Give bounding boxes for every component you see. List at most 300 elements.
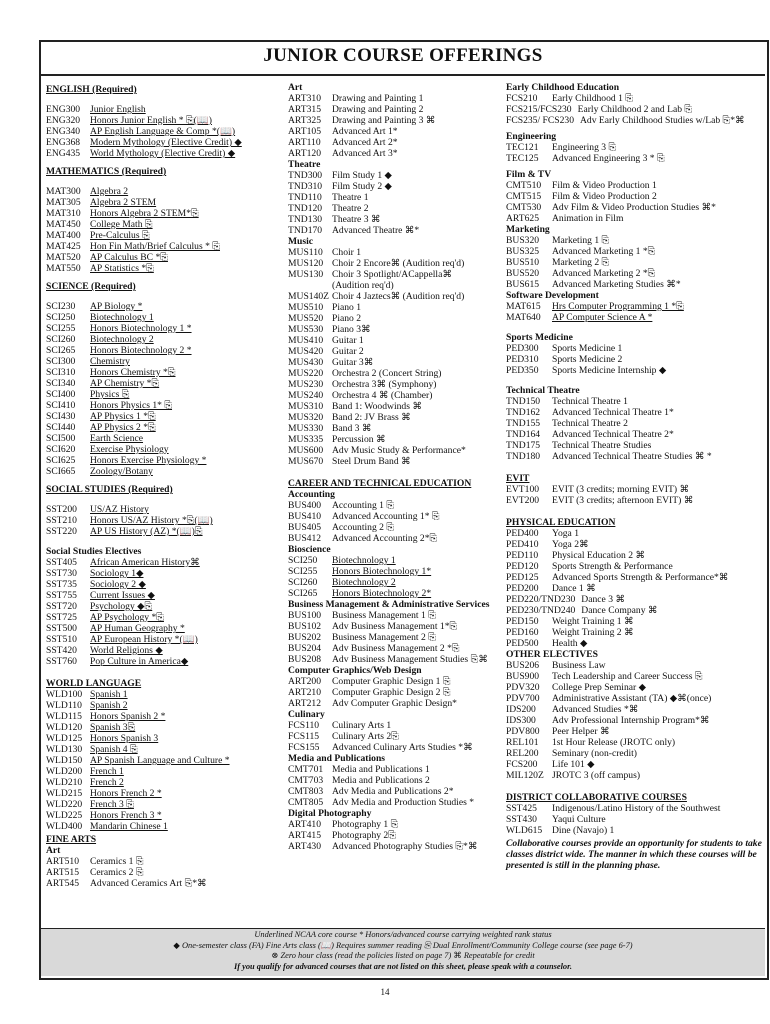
subsection-heading: Music bbox=[288, 236, 314, 247]
course-code: PED110 bbox=[506, 550, 539, 561]
course-code: MAT425 bbox=[46, 241, 81, 252]
course-name: Weight Training 2 ⌘ bbox=[552, 627, 634, 638]
course-row bbox=[506, 268, 762, 279]
course-row bbox=[46, 378, 282, 389]
course-name: Adv Professional Internship Program*⌘ bbox=[552, 715, 710, 726]
course-code: BUS520 bbox=[506, 268, 540, 279]
course-name: Choir 4 Jaztecs⌘ (Audition req'd) bbox=[332, 291, 465, 302]
subsection-heading: Art bbox=[46, 845, 61, 856]
course-name: Film & Video Production 1 bbox=[552, 180, 657, 191]
course-name: Marketing 2 ⎘ bbox=[552, 257, 610, 268]
course-row bbox=[506, 671, 762, 682]
section-heading: WORLD LANGUAGE bbox=[46, 678, 142, 689]
course-name: Life 101 ◆ bbox=[552, 759, 595, 770]
course-code: FCS200 bbox=[506, 759, 538, 770]
course-code: MUS140Z bbox=[288, 291, 330, 302]
course-code: MUS510 bbox=[288, 302, 324, 313]
course-name: Seminary (non-credit) bbox=[552, 748, 637, 759]
course-name: Business Management 1 ⎘ bbox=[332, 610, 436, 621]
course-row bbox=[288, 764, 502, 775]
course-code: TND175 bbox=[506, 440, 541, 451]
course-row bbox=[288, 566, 502, 577]
course-name: Honors Biotechnology 1* bbox=[332, 566, 432, 577]
course-row bbox=[46, 711, 282, 722]
course-name: Advanced Ceramics Art ⎘*⌘ bbox=[90, 878, 207, 889]
course-row bbox=[506, 660, 762, 671]
course-row bbox=[506, 770, 762, 781]
course-name: Honors Biotechnology 2* bbox=[332, 588, 432, 599]
course-name: Advanced Accounting 1* ⎘ bbox=[332, 511, 440, 522]
course-row bbox=[46, 208, 282, 219]
course-name: Sports Strength & Performance bbox=[552, 561, 673, 572]
course-row bbox=[288, 577, 502, 588]
course-code: SCI250 bbox=[288, 555, 318, 566]
course-row bbox=[46, 400, 282, 411]
course-name: Orchestra 2 (Concert String) bbox=[332, 368, 442, 379]
course-code: WLD220 bbox=[46, 799, 83, 810]
course-row bbox=[46, 455, 282, 466]
course-code: TEC121 bbox=[506, 142, 539, 153]
course-row bbox=[288, 412, 502, 423]
course-code: TND120 bbox=[288, 203, 323, 214]
course-code: SCI230 bbox=[46, 301, 76, 312]
course-code: TND300 bbox=[288, 170, 323, 181]
course-code: REL101 bbox=[506, 737, 539, 748]
course-row bbox=[46, 389, 282, 400]
course-row bbox=[46, 689, 282, 700]
course-name: Honors US/AZ History *⎘(📖) bbox=[90, 515, 213, 526]
course-name: French 3 ⎘ bbox=[90, 799, 134, 810]
title-divider bbox=[41, 74, 765, 76]
legend-box bbox=[41, 928, 765, 976]
course-code: MUS410 bbox=[288, 335, 324, 346]
column-right bbox=[506, 82, 762, 871]
course-name: Indigenous/Latino History of the Southwest bbox=[552, 803, 721, 814]
course-code: ENG300 bbox=[46, 104, 81, 115]
course-code: SST725 bbox=[46, 612, 77, 623]
course-name: Biotechnology 1 bbox=[332, 555, 396, 566]
course-name: JROTC 3 (off campus) bbox=[552, 770, 641, 781]
course-name: EVIT (3 credits; morning EVIT) ⌘ bbox=[552, 484, 690, 495]
course-row bbox=[506, 104, 762, 115]
course-name: Advanced Art 3* bbox=[332, 148, 398, 159]
course-code: EVT200 bbox=[506, 495, 540, 506]
course-row bbox=[288, 203, 502, 214]
course-row bbox=[288, 170, 502, 181]
course-code: PDV320 bbox=[506, 682, 540, 693]
course-row bbox=[46, 433, 282, 444]
subsection-heading: Digital Photography bbox=[288, 808, 372, 819]
course-code: SCI410 bbox=[46, 400, 76, 411]
course-code: FCS210 bbox=[506, 93, 538, 104]
course-code: CMT803 bbox=[288, 786, 324, 797]
course-name: Advanced Marketing 2 *⎘ bbox=[552, 268, 656, 279]
course-row bbox=[288, 720, 502, 731]
course-row bbox=[46, 356, 282, 367]
subsection-heading: Early Childhood Education bbox=[506, 82, 620, 93]
course-row bbox=[46, 219, 282, 230]
course-row bbox=[46, 411, 282, 422]
course-row bbox=[288, 423, 502, 434]
course-name: Modern Mythology (Elective Credit) ◆ bbox=[90, 137, 242, 148]
course-name: Honors French 3 * bbox=[90, 810, 162, 821]
course-code: WLD120 bbox=[46, 722, 83, 733]
course-name: Adv Computer Graphic Design* bbox=[332, 698, 457, 709]
course-name: Advanced Art 2* bbox=[332, 137, 398, 148]
course-code: MAT305 bbox=[46, 197, 81, 208]
course-code: MUS430 bbox=[288, 357, 324, 368]
course-row bbox=[288, 379, 502, 390]
course-code: MUS420 bbox=[288, 346, 324, 357]
course-code: CMT510 bbox=[506, 180, 542, 191]
course-code: MUS310 bbox=[288, 401, 324, 412]
course-row bbox=[506, 682, 762, 693]
course-code: SCI260 bbox=[46, 334, 76, 345]
course-code: SCI310 bbox=[46, 367, 76, 378]
course-code: MAT400 bbox=[46, 230, 81, 241]
course-code: CMT701 bbox=[288, 764, 324, 775]
course-code: ART310 bbox=[288, 93, 322, 104]
course-code: MAT300 bbox=[46, 186, 81, 197]
course-code: SST730 bbox=[46, 568, 77, 579]
course-row bbox=[46, 601, 282, 612]
course-name: Pop Culture in America◆ bbox=[90, 656, 189, 667]
course-name: Accounting 2 ⎘ bbox=[332, 522, 395, 533]
course-name: Drawing and Painting 1 bbox=[332, 93, 424, 104]
subsection-heading: Business Management & Administrative Services bbox=[288, 599, 490, 610]
course-name: Sports Medicine Internship ◆ bbox=[552, 365, 667, 376]
course-name: Theatre 1 bbox=[332, 192, 369, 203]
course-name: Culinary Arts 2⎘ bbox=[332, 731, 399, 742]
course-row bbox=[506, 715, 762, 726]
course-row bbox=[506, 153, 762, 164]
legend-line-2: ◆ One-semester class (FA) Fine Arts class (📖) Requires summer reading ⎘ Dual Enrollment/Community College course (see page 6-7) bbox=[173, 940, 633, 950]
course-row bbox=[506, 246, 762, 257]
course-row bbox=[46, 733, 282, 744]
course-name: Honors Exercise Physiology * bbox=[90, 455, 207, 466]
course-row bbox=[288, 445, 502, 456]
course-code: SST420 bbox=[46, 645, 77, 656]
course-row bbox=[506, 440, 762, 451]
course-code: PED160 bbox=[506, 627, 539, 638]
course-name: (Audition req'd) bbox=[332, 280, 394, 291]
course-row bbox=[506, 638, 762, 649]
subsection-heading: Technical Theatre bbox=[506, 385, 580, 396]
course-code: BUS325 bbox=[506, 246, 540, 257]
course-code: PED500 bbox=[506, 638, 539, 649]
course-name: Honors French 2 * bbox=[90, 788, 162, 799]
course-row bbox=[46, 755, 282, 766]
course-name: Media and Publications 2 bbox=[332, 775, 430, 786]
course-name: College Prep Seminar ◆ bbox=[552, 682, 646, 693]
course-row bbox=[288, 93, 502, 104]
course-row bbox=[46, 777, 282, 788]
course-row bbox=[288, 357, 502, 368]
course-code: SST500 bbox=[46, 623, 77, 634]
course-code: PED125 bbox=[506, 572, 539, 583]
course-row bbox=[46, 878, 282, 889]
subsection-heading: Media and Publications bbox=[288, 753, 386, 764]
spacer bbox=[288, 467, 502, 476]
subsection-heading: OTHER ELECTIVES bbox=[506, 649, 598, 660]
course-row bbox=[46, 821, 282, 832]
course-code: SCI430 bbox=[46, 411, 76, 422]
course-code: ART200 bbox=[288, 676, 322, 687]
course-code: WLD200 bbox=[46, 766, 83, 777]
course-code: TND110 bbox=[288, 192, 322, 203]
legend-line-1: Underlined NCAA core course * Honors/advanced course carrying weighted rank status bbox=[254, 930, 552, 939]
course-name: Photography 1 ⎘ bbox=[332, 819, 399, 830]
course-code: MAT550 bbox=[46, 263, 81, 274]
course-name: Biotechnology 2 bbox=[90, 334, 154, 345]
course-name: Peer Helper ⌘ bbox=[552, 726, 610, 737]
course-code: EVT100 bbox=[506, 484, 540, 495]
course-row bbox=[288, 786, 502, 797]
course-code: ENG340 bbox=[46, 126, 81, 137]
course-name: AP English Language & Comp *(📖) bbox=[90, 126, 236, 137]
course-name: Technical Theatre 2 bbox=[552, 418, 628, 429]
course-code: CMT515 bbox=[506, 191, 542, 202]
course-row bbox=[46, 252, 282, 263]
course-code: PED150 bbox=[506, 616, 539, 627]
course-row bbox=[506, 495, 762, 506]
course-name: Administrative Assistant (TA) ◆⌘(once) bbox=[552, 693, 712, 704]
course-code: TND170 bbox=[288, 225, 323, 236]
column-left bbox=[46, 82, 282, 889]
course-code: ART625 bbox=[506, 213, 540, 224]
course-code: SST405 bbox=[46, 557, 77, 568]
course-name: Drawing and Painting 3 ⌘ bbox=[332, 115, 436, 126]
course-row bbox=[46, 722, 282, 733]
course-row bbox=[288, 104, 502, 115]
subsection-heading: Sports Medicine bbox=[506, 332, 573, 343]
course-row bbox=[46, 788, 282, 799]
course-code: ART510 bbox=[46, 856, 80, 867]
course-row bbox=[46, 444, 282, 455]
course-code: PED410 bbox=[506, 539, 539, 550]
course-row bbox=[506, 572, 762, 583]
course-row bbox=[288, 192, 502, 203]
course-name: Spanish 1 bbox=[90, 689, 128, 700]
course-name: Honors Spanish 2 * bbox=[90, 711, 166, 722]
course-code: MAT450 bbox=[46, 219, 81, 230]
course-name: College Math ⎘ bbox=[90, 219, 153, 230]
course-row bbox=[288, 588, 502, 599]
subsection-heading: Art bbox=[288, 82, 303, 93]
page-number: 14 bbox=[380, 987, 390, 997]
course-name: Photography 2⎘ bbox=[332, 830, 396, 841]
course-name: Advanced Engineering 3 * ⎘ bbox=[552, 153, 665, 164]
course-code: PED300 bbox=[506, 343, 539, 354]
course-row bbox=[46, 186, 282, 197]
course-row bbox=[46, 345, 282, 356]
course-row bbox=[288, 247, 502, 258]
course-row bbox=[288, 511, 502, 522]
course-row bbox=[46, 612, 282, 623]
course-name: Guitar 2 bbox=[332, 346, 364, 357]
course-row bbox=[288, 368, 502, 379]
spacer bbox=[506, 781, 762, 790]
course-row bbox=[46, 466, 282, 477]
course-code: SCI300 bbox=[46, 356, 76, 367]
course-name: Advanced Technical Theatre 2* bbox=[552, 429, 674, 440]
course-code: MAT615 bbox=[506, 301, 541, 312]
course-name: Choir 2 Encore⌘ (Audition req'd) bbox=[332, 258, 465, 269]
course-code: PED200 bbox=[506, 583, 539, 594]
course-code: BUS615 bbox=[506, 279, 540, 290]
legend-line-4: If you qualify for advanced courses that are not listed on this sheet, please speak with a counselor. bbox=[233, 961, 573, 971]
course-name: Steel Drum Band ⌘ bbox=[332, 456, 411, 467]
course-row bbox=[288, 687, 502, 698]
course-name: Business Management 2 ⎘ bbox=[332, 632, 436, 643]
course-name: World Mythology (Elective Credit) ◆ bbox=[90, 148, 236, 159]
course-code: SCI250 bbox=[46, 312, 76, 323]
course-row bbox=[506, 594, 762, 605]
course-row bbox=[506, 354, 762, 365]
course-name: Piano 2 bbox=[332, 313, 362, 324]
course-row bbox=[288, 533, 502, 544]
course-name: French 1 bbox=[90, 766, 124, 777]
course-row bbox=[288, 830, 502, 841]
course-code: ENG320 bbox=[46, 115, 81, 126]
course-name: Technical Theatre Studies bbox=[552, 440, 652, 451]
course-row bbox=[288, 434, 502, 445]
course-code: BUS412 bbox=[288, 533, 322, 544]
course-row bbox=[506, 191, 762, 202]
course-code: SST755 bbox=[46, 590, 77, 601]
course-name: Honors Algebra 2 STEM*⎘ bbox=[90, 208, 199, 219]
course-name: Chemistry bbox=[90, 356, 130, 367]
course-code: ART105 bbox=[288, 126, 322, 137]
course-name: Animation in Film bbox=[552, 213, 624, 224]
course-code: TND150 bbox=[506, 396, 541, 407]
spacer bbox=[46, 177, 282, 186]
course-row bbox=[288, 390, 502, 401]
course-name: Adv Early Childhood Studies w/Lab ⎘*⌘ bbox=[580, 115, 745, 126]
course-name: Exercise Physiology bbox=[90, 444, 169, 455]
course-name: Earth Science bbox=[90, 433, 144, 444]
course-code: FCS155 bbox=[288, 742, 320, 753]
course-code: MUS335 bbox=[288, 434, 324, 445]
course-name: Computer Graphic Design 2 ⎘ bbox=[332, 687, 451, 698]
course-code: MUS230 bbox=[288, 379, 324, 390]
course-row bbox=[288, 148, 502, 159]
course-row bbox=[46, 579, 282, 590]
course-code bbox=[288, 280, 332, 291]
course-code: TND162 bbox=[506, 407, 541, 418]
course-name: Advanced Art 1* bbox=[332, 126, 398, 137]
course-name: Technical Theatre 1 bbox=[552, 396, 628, 407]
course-code: SCI255 bbox=[288, 566, 318, 577]
course-name: Honors Chemistry *⎘ bbox=[90, 367, 176, 378]
course-row bbox=[506, 814, 762, 825]
course-row bbox=[288, 291, 502, 302]
spacer bbox=[46, 667, 282, 676]
course-name: Advanced Theatre ⌘* bbox=[332, 225, 420, 236]
course-code: BUS202 bbox=[288, 632, 322, 643]
course-code: BUS405 bbox=[288, 522, 322, 533]
course-row bbox=[46, 230, 282, 241]
course-name: Honors Biotechnology 2 * bbox=[90, 345, 192, 356]
course-row bbox=[288, 137, 502, 148]
course-code: ART110 bbox=[288, 137, 321, 148]
course-row bbox=[506, 561, 762, 572]
course-code: MUS240 bbox=[288, 390, 324, 401]
course-name: Health ◆ bbox=[552, 638, 588, 649]
section-heading: PHYSICAL EDUCATION bbox=[506, 517, 616, 528]
spacer bbox=[46, 159, 282, 164]
subsection-heading: Social Studies Electives bbox=[46, 546, 142, 557]
course-name: Band 1: Woodwinds ⌘ bbox=[332, 401, 422, 412]
course-name: Advanced Marketing 1 *⎘ bbox=[552, 246, 656, 257]
course-name: French 2 bbox=[90, 777, 124, 788]
course-name: Hrs Computer Programming 1 *⎘ bbox=[552, 301, 684, 312]
course-name: Band 3 ⌘ bbox=[332, 423, 372, 434]
course-code: WLD400 bbox=[46, 821, 83, 832]
course-name: Percussion ⌘ bbox=[332, 434, 386, 445]
course-name: Sports Medicine 2 bbox=[552, 354, 623, 365]
subsection-heading: Software Development bbox=[506, 290, 599, 301]
course-code: FCS215/FCS230 bbox=[506, 104, 572, 115]
course-code: SCI265 bbox=[46, 345, 76, 356]
course-row bbox=[46, 197, 282, 208]
course-code: BUS100 bbox=[288, 610, 322, 621]
course-name: Advanced Sports Strength & Performance*⌘ bbox=[552, 572, 729, 583]
course-row bbox=[288, 654, 502, 665]
course-code: WLD115 bbox=[46, 711, 82, 722]
course-name: Spanish 4 ⎘ bbox=[90, 744, 138, 755]
course-code: SST425 bbox=[506, 803, 537, 814]
course-code: FCS110 bbox=[288, 720, 320, 731]
course-name: Guitar 1 bbox=[332, 335, 364, 346]
course-name: Sociology 1◆ bbox=[90, 568, 144, 579]
course-code: SST510 bbox=[46, 634, 77, 645]
course-row bbox=[506, 528, 762, 539]
course-row bbox=[288, 214, 502, 225]
course-row bbox=[46, 137, 282, 148]
course-name: Adv Business Management 1*⎘ bbox=[332, 621, 458, 632]
course-row bbox=[506, 693, 762, 704]
course-row bbox=[506, 202, 762, 213]
course-row bbox=[288, 335, 502, 346]
course-row bbox=[46, 568, 282, 579]
course-code: PED220/TND230 bbox=[506, 594, 576, 605]
subsection-heading: Accounting bbox=[288, 489, 335, 500]
course-code: TND310 bbox=[288, 181, 323, 192]
course-code: MUS320 bbox=[288, 412, 324, 423]
course-name: Advanced Technical Theatre Studies ⌘ * bbox=[552, 451, 712, 462]
course-code: BUS102 bbox=[288, 621, 322, 632]
course-name: Physics ⎘ bbox=[90, 389, 130, 400]
course-row bbox=[506, 93, 762, 104]
course-row bbox=[506, 142, 762, 153]
course-name: Film & Video Production 2 bbox=[552, 191, 657, 202]
course-code: SCI620 bbox=[46, 444, 76, 455]
course-code: SCI260 bbox=[288, 577, 318, 588]
course-code: MAT520 bbox=[46, 252, 81, 263]
course-row bbox=[506, 550, 762, 561]
section-heading: FINE ARTS bbox=[46, 834, 97, 845]
course-name: Yoga 2⌘ bbox=[552, 539, 589, 550]
course-code: BUS206 bbox=[506, 660, 540, 671]
column-middle bbox=[288, 82, 502, 852]
subsection-heading: Culinary bbox=[288, 709, 325, 720]
course-name: Guitar 3⌘ bbox=[332, 357, 374, 368]
course-name: Zoology/Botany bbox=[90, 466, 153, 477]
course-row bbox=[506, 737, 762, 748]
subsection-heading: Marketing bbox=[506, 224, 550, 235]
course-name: Spanish 2 bbox=[90, 700, 128, 711]
